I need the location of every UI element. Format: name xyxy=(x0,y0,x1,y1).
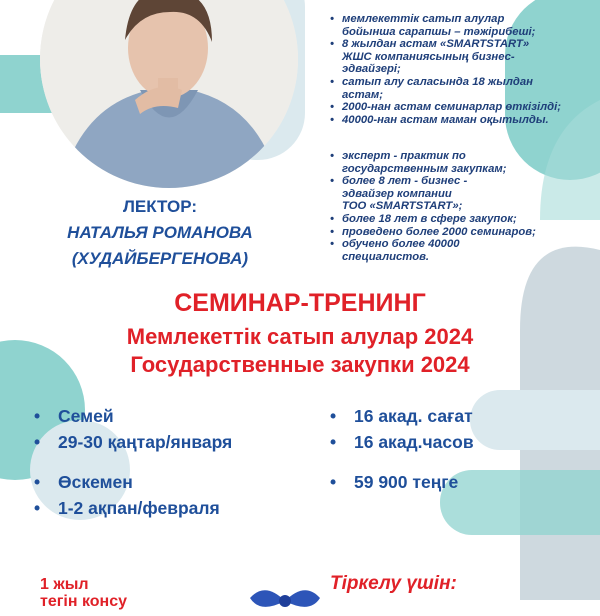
credential-kz-item: • 40000-нан астам маман оқытылды. xyxy=(328,114,561,127)
city-oskemen: • Өскемен xyxy=(34,469,232,495)
dates-oskemen: • 1-2 ақпан/февраля xyxy=(34,495,232,521)
blue-pill-lower-right xyxy=(470,390,600,450)
event-hours-price xyxy=(330,403,474,495)
lector-name-line2: (ХУДАЙБЕРГЕНОВА) xyxy=(71,249,249,268)
credential-kz-item: • мемлекеттік сатып алулар бойынша сарапшы – тәжірибеші; xyxy=(328,13,561,38)
lector-name-line1: НАТАЛЬЯ РОМАНОВА xyxy=(67,223,253,242)
city-semey: • Семей xyxy=(34,403,232,429)
free-consult-line1: 1 жыл xyxy=(40,576,89,593)
hours-ru: • 16 акад.часов xyxy=(330,429,474,455)
credential-ru-item: • проведено более 2000 семинаров; xyxy=(328,226,536,239)
register-label: Тіркелу үшін: xyxy=(330,573,457,594)
credential-kz-item: • сатып алу саласында 18 жылдан астам; xyxy=(328,76,561,101)
dates-semey: • 29-30 қаңтар/января xyxy=(34,429,232,455)
event-location-dates xyxy=(34,403,232,521)
lector-block xyxy=(0,194,320,272)
free-consult-line2: тегін консу xyxy=(40,593,127,610)
credential-ru-item: • эксперт - практик по государственным закупкам; xyxy=(328,150,536,175)
credential-kz-item: • 2000-нан астам семинарлар өткізілді; xyxy=(328,101,561,114)
seminar-title: СЕМИНАР-ТРЕНИНГ xyxy=(174,289,426,317)
lecturer-credentials-ru xyxy=(328,150,536,263)
lector-role: ЛЕКТОР: xyxy=(122,197,198,216)
lecturer-credentials-kz xyxy=(328,13,561,126)
price: • 59 900 теңге xyxy=(330,469,474,495)
credential-kz-item: • 8 жылдан астам «SMARTSTART» ЖШС компаниясының бизнес- эдвайзері; xyxy=(328,38,561,76)
seminar-subtitle-ru: Государственные закупки 2024 xyxy=(130,352,470,377)
gift-bow-icon xyxy=(240,586,330,616)
credential-ru-item: • более 8 лет - бизнес - эдвайзер компании ТОО «SMARTSTART»; xyxy=(328,175,536,213)
seminar-subtitle-kz: Мемлекеттік сатып алулар 2024 xyxy=(126,324,474,349)
hours-kz: • 16 акад. сағат xyxy=(330,403,474,429)
credential-ru-item: • обучено более 40000 специалистов. xyxy=(328,238,536,263)
credential-ru-item: • более 18 лет в сфере закупок; xyxy=(328,213,536,226)
